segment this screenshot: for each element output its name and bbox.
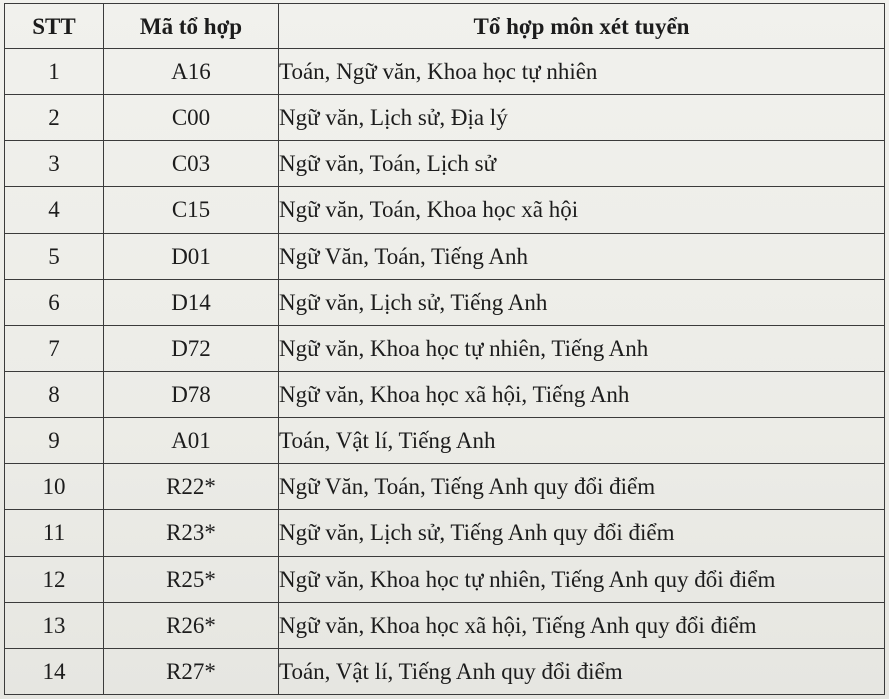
row-number-cell: 14 [5,648,104,694]
table-row [5,95,885,141]
table-row [5,464,885,510]
table-row [5,141,885,187]
combination-code-cell: D72 [104,325,279,371]
combination-code-cell: R26* [104,602,279,648]
table-body [5,49,885,695]
header-combination-code: Mã tổ hợp [104,4,279,49]
subject-combination-cell: Toán, Ngữ văn, Khoa học tự nhiên [279,49,885,95]
table-row [5,279,885,325]
subject-combination-cell: Ngữ văn, Khoa học xã hội, Tiếng Anh quy đổi điểm [279,602,885,648]
subject-combination-cell: Ngữ văn, Khoa học xã hội, Tiếng Anh [279,371,885,417]
row-number-cell: 8 [5,371,104,417]
table-row [5,371,885,417]
combination-code-cell: R25* [104,556,279,602]
subject-combination-cell: Ngữ văn, Lịch sử, Địa lý [279,95,885,141]
row-number-cell: 3 [5,141,104,187]
row-number-cell: 10 [5,464,104,510]
subject-combination-cell: Ngữ văn, Khoa học tự nhiên, Tiếng Anh [279,325,885,371]
row-number-cell: 7 [5,325,104,371]
subject-combination-cell: Ngữ văn, Toán, Khoa học xã hội [279,187,885,233]
combination-code-cell: R27* [104,648,279,694]
combination-code-cell: R22* [104,464,279,510]
subject-combination-cell: Toán, Vật lí, Tiếng Anh quy đổi điểm [279,648,885,694]
row-number-cell: 1 [5,49,104,95]
combination-code-cell: C03 [104,141,279,187]
row-number-cell: 13 [5,602,104,648]
row-number-cell: 12 [5,556,104,602]
subject-combination-cell: Ngữ văn, Khoa học tự nhiên, Tiếng Anh quy đổi điểm [279,556,885,602]
subject-combination-cell: Ngữ văn, Toán, Lịch sử [279,141,885,187]
row-number-cell: 2 [5,95,104,141]
combination-code-cell: C00 [104,95,279,141]
header-stt: STT [5,4,104,49]
subject-combination-cell: Ngữ Văn, Toán, Tiếng Anh [279,233,885,279]
table-row [5,49,885,95]
row-number-cell: 6 [5,279,104,325]
table-row [5,418,885,464]
admission-combination-table [4,3,885,695]
table-row [5,648,885,694]
row-number-cell: 5 [5,233,104,279]
combination-code-cell: D14 [104,279,279,325]
table-row [5,187,885,233]
combination-code-cell: D01 [104,233,279,279]
subject-combination-cell: Ngữ văn, Lịch sử, Tiếng Anh quy đổi điểm [279,510,885,556]
subject-combination-cell: Ngữ văn, Lịch sử, Tiếng Anh [279,279,885,325]
table-header-row [5,4,885,49]
table-row [5,325,885,371]
combination-code-cell: C15 [104,187,279,233]
table-row [5,233,885,279]
row-number-cell: 4 [5,187,104,233]
subject-combination-cell: Toán, Vật lí, Tiếng Anh [279,418,885,464]
table-row [5,510,885,556]
row-number-cell: 11 [5,510,104,556]
combination-code-cell: A16 [104,49,279,95]
header-subject-combination: Tổ hợp môn xét tuyển [279,4,885,49]
combination-code-cell: A01 [104,418,279,464]
combination-code-cell: D78 [104,371,279,417]
row-number-cell: 9 [5,418,104,464]
combination-code-cell: R23* [104,510,279,556]
table-row [5,602,885,648]
subject-combination-cell: Ngữ Văn, Toán, Tiếng Anh quy đổi điểm [279,464,885,510]
table-row [5,556,885,602]
